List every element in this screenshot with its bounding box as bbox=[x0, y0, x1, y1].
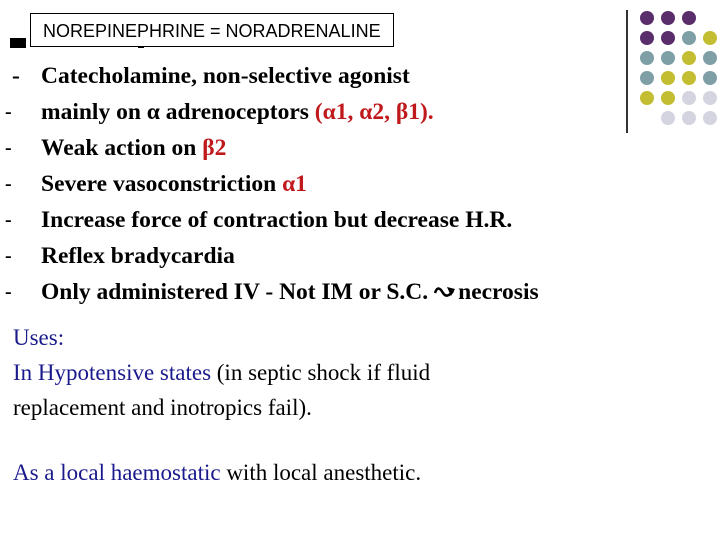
uses-haemostatic-highlight: As a local haemostatic bbox=[13, 460, 221, 485]
bullet-item-beta2 bbox=[0, 130, 720, 166]
receptor-highlight: α1 bbox=[282, 171, 307, 197]
decorative-dot bbox=[661, 11, 675, 25]
bullet-text-part: Catecholamine, non-selective agonist bbox=[41, 63, 410, 89]
bullet-item-vasoconstriction bbox=[0, 166, 720, 202]
receptor-list-highlight: (α1, α2, β1). bbox=[314, 99, 434, 125]
bullet-marker: - bbox=[5, 209, 12, 231]
decorative-dot bbox=[682, 31, 696, 45]
necrosis-text: necrosis bbox=[458, 279, 539, 305]
bullet-text-part: mainly on α adrenoceptors bbox=[41, 99, 315, 125]
uses-hypotensive-highlight: In Hypotensive states bbox=[13, 360, 212, 385]
uses-line-3-text: with local anesthetic. bbox=[220, 460, 422, 485]
bullet-text bbox=[41, 166, 307, 202]
bullet-item-bradycardia bbox=[0, 238, 720, 274]
uses-heading bbox=[13, 320, 64, 355]
bullet-text-part: Reflex bradycardia bbox=[41, 243, 235, 269]
bullet-item-catecholamine bbox=[0, 58, 720, 94]
bullet-item-contraction bbox=[0, 202, 720, 238]
decorative-dot bbox=[703, 31, 717, 45]
receptor-highlight: β2 bbox=[202, 135, 227, 161]
bullet-text bbox=[41, 202, 512, 238]
bullet-text bbox=[41, 130, 226, 166]
bullet-text-part: Only administered IV - Not IM or S.C. bbox=[41, 279, 429, 305]
decorative-dot bbox=[661, 31, 675, 45]
decorative-dot bbox=[682, 11, 696, 25]
bullet-marker: - bbox=[5, 281, 12, 303]
bullet-text-part: Weak action on bbox=[41, 135, 203, 161]
bullet-text bbox=[41, 238, 235, 274]
bullet-item-administration bbox=[0, 274, 720, 310]
uses-line-1-text: (in septic shock if fluid bbox=[211, 360, 431, 385]
bullet-marker: - bbox=[5, 101, 12, 123]
bullet-text bbox=[41, 58, 410, 94]
bullet-marker: - bbox=[12, 63, 20, 89]
uses-line-3 bbox=[13, 455, 421, 490]
uses-line-2 bbox=[13, 390, 312, 425]
uses-line-2-text: replacement and inotropics fail). bbox=[13, 395, 312, 420]
bullet-marker: - bbox=[5, 245, 12, 267]
decorative-dot bbox=[640, 31, 654, 45]
bullet-marker: - bbox=[5, 173, 12, 195]
slide-title: NOREPINEPHRINE = NORADRENALINE bbox=[30, 13, 394, 47]
bullet-marker: - bbox=[5, 137, 12, 159]
bullet-text-part: Severe vasoconstriction bbox=[41, 171, 283, 197]
uses-heading-text: Uses: bbox=[13, 325, 65, 350]
bullet-text bbox=[41, 94, 434, 130]
uses-line-1 bbox=[13, 355, 430, 390]
bullet-item-adrenoceptors bbox=[0, 94, 720, 130]
decorative-dot bbox=[640, 11, 654, 25]
bullet-text-part: Increase force of contraction but decrease H.R. bbox=[41, 207, 513, 233]
bullet-text bbox=[41, 274, 539, 310]
right-arrow-icon bbox=[434, 275, 456, 293]
